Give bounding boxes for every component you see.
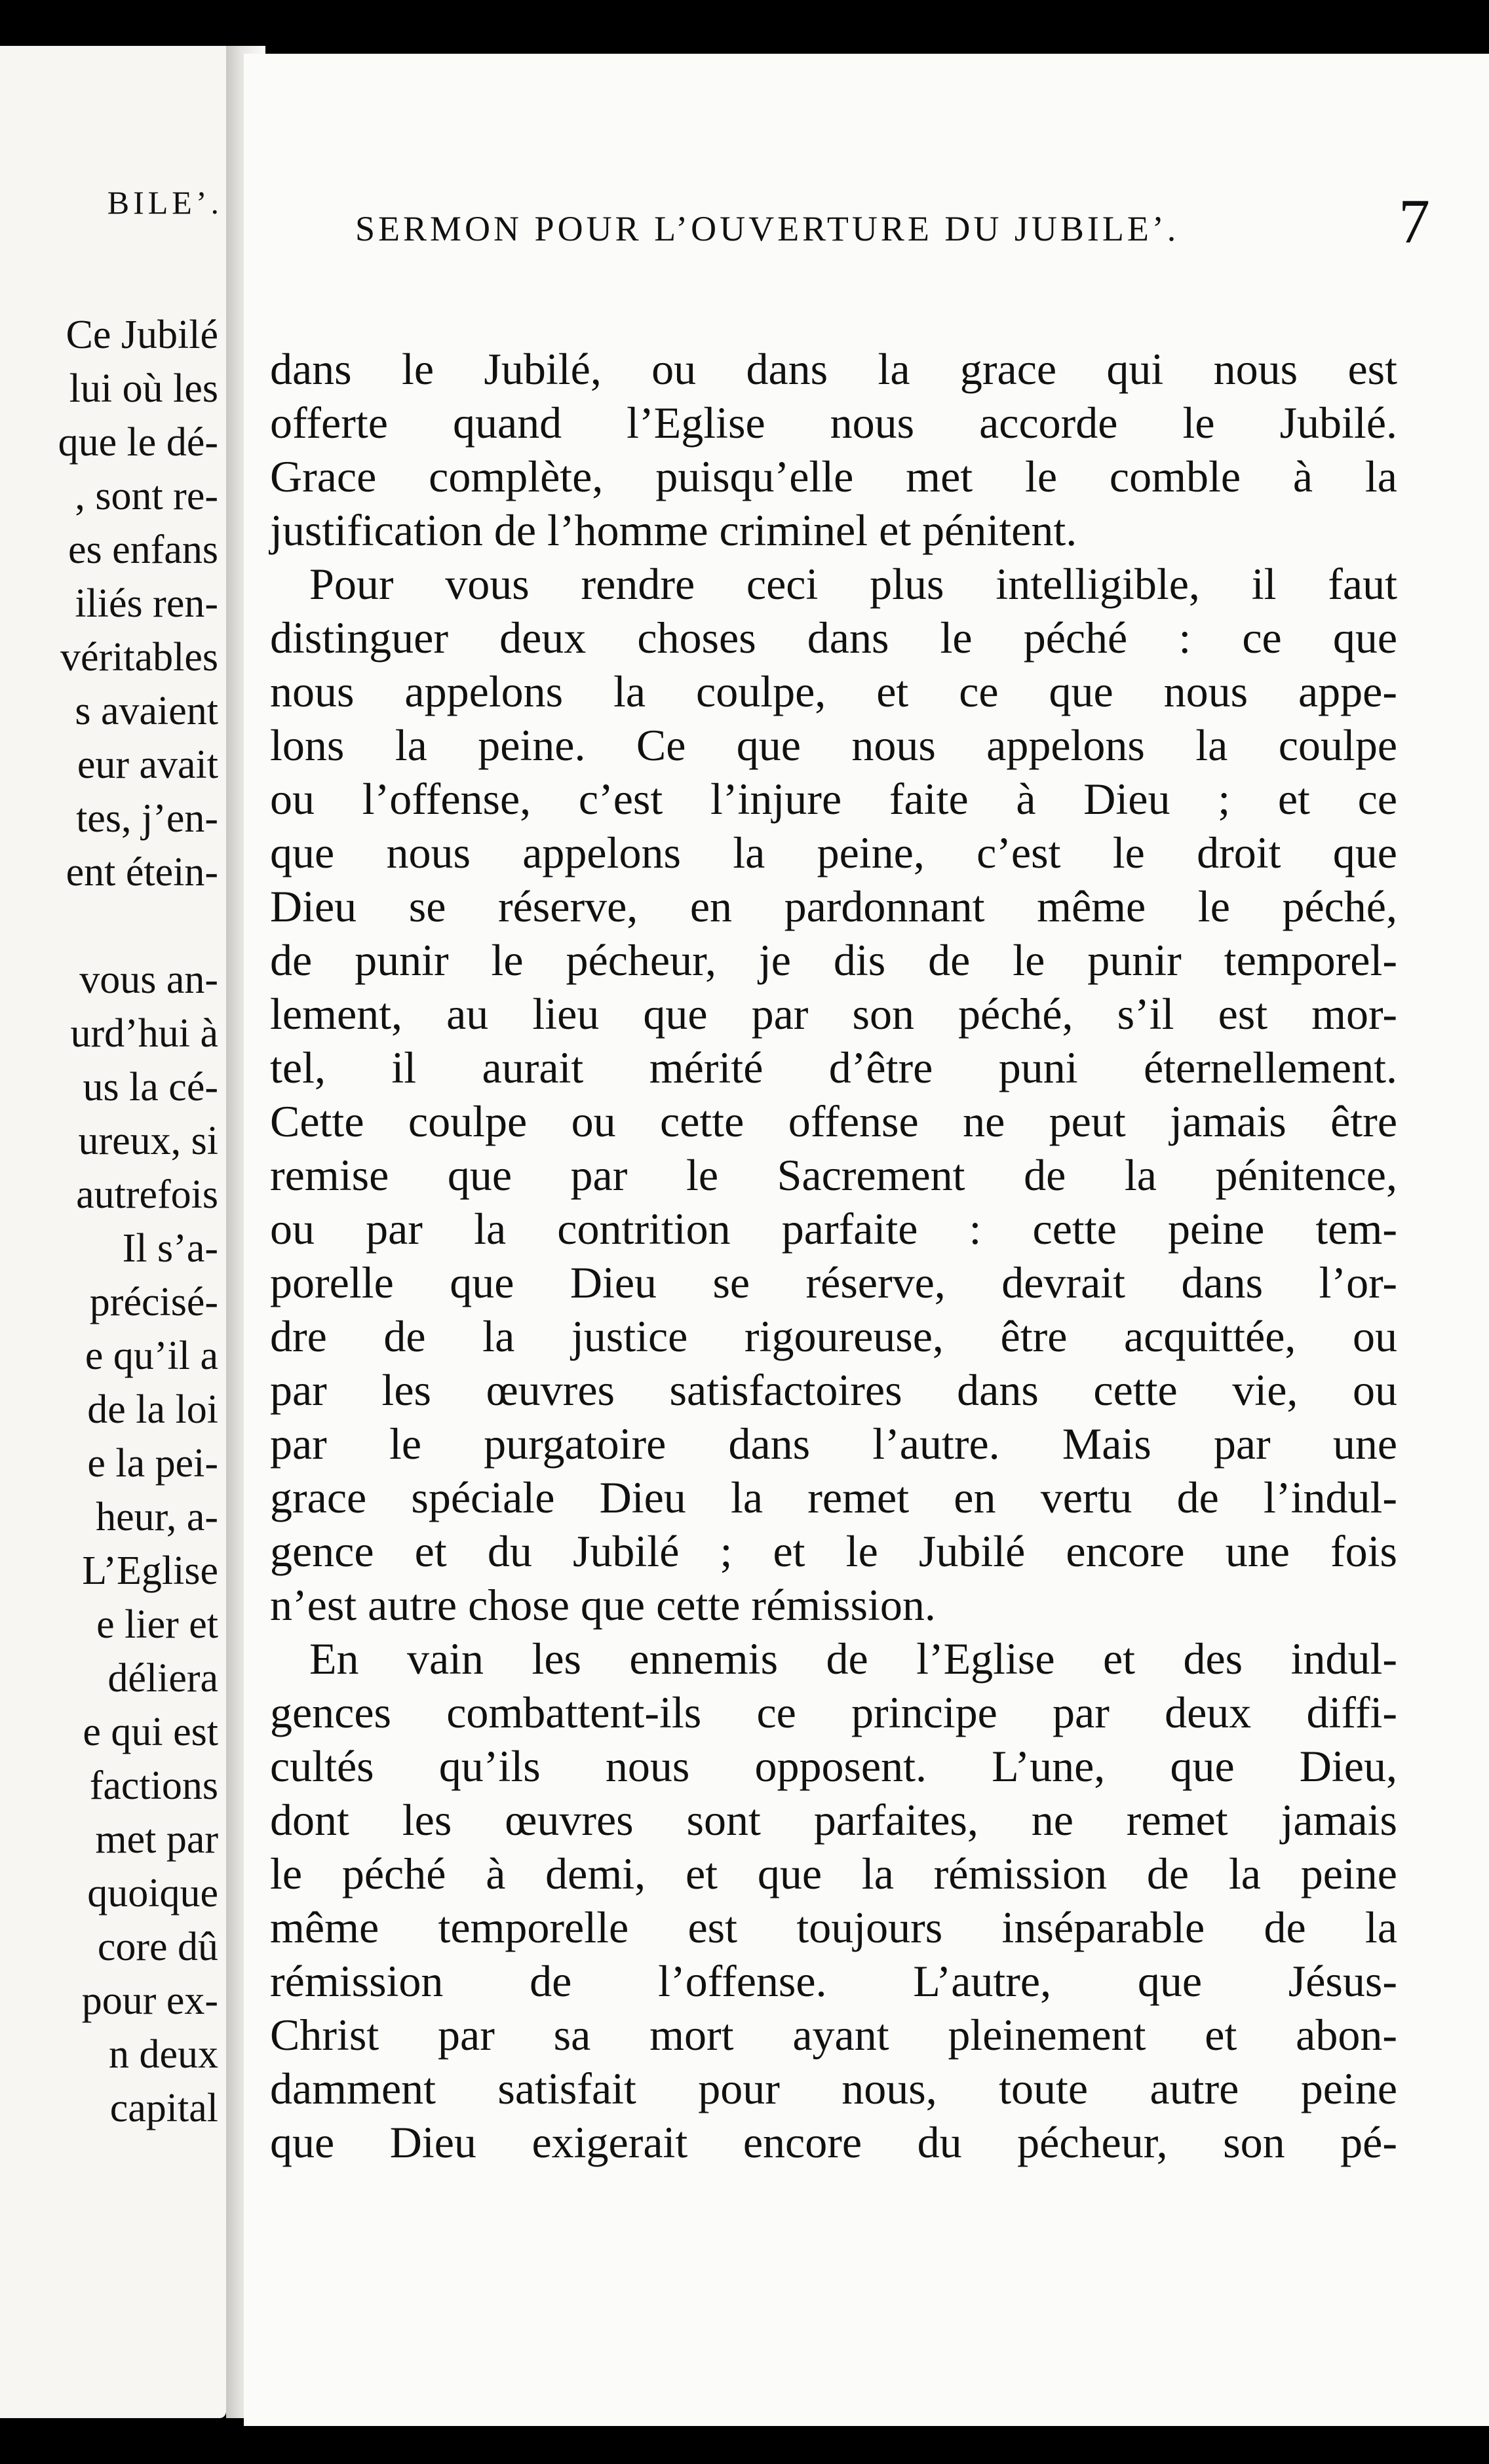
text-line: gences combattent-ils ce principe par deux diffi- bbox=[270, 1687, 1397, 1737]
previous-page-line: urd’hui à bbox=[70, 1011, 218, 1056]
text-line: dans le Jubilé, ou dans la grace qui nous est bbox=[270, 344, 1397, 394]
text-line: justification de l’homme criminel et pénitent. bbox=[270, 505, 1077, 555]
previous-page-line: heur, a- bbox=[96, 1495, 218, 1539]
page-body-text bbox=[270, 342, 1397, 2169]
text-line: Dieu se réserve, en pardonnant même le péché, bbox=[270, 881, 1397, 931]
previous-page-line: que le dé- bbox=[58, 420, 218, 465]
running-head bbox=[355, 185, 1443, 263]
text-line: damment satisfait pour nous, toute autre peine bbox=[270, 2064, 1397, 2113]
previous-page-line: e qu’il a bbox=[85, 1334, 218, 1378]
text-line: gence et du Jubilé ; et le Jubilé encore une fois bbox=[270, 1526, 1397, 1576]
previous-page-line: ureux, si bbox=[78, 1119, 218, 1163]
previous-page-line: autrefois bbox=[76, 1172, 218, 1217]
previous-page-fragment bbox=[0, 46, 226, 2418]
text-line: cultés qu’ils nous opposent. L’une, que Dieu, bbox=[270, 1741, 1397, 1791]
text-line: dre de la justice rigoureuse, être acquittée, ou bbox=[270, 1311, 1397, 1361]
previous-page-line: n deux bbox=[108, 2032, 218, 2077]
previous-page-line: de la loi bbox=[87, 1387, 218, 1432]
page-number: 7 bbox=[1399, 186, 1430, 256]
previous-page-line: lui où les bbox=[69, 366, 218, 411]
previous-page-line: eur avait bbox=[77, 742, 218, 787]
previous-page-line: core dû bbox=[97, 1925, 218, 1969]
running-head-title: SERMON POUR L’OUVERTURE DU JUBILE’. bbox=[355, 209, 1180, 248]
previous-page-running-head: BILE’. bbox=[107, 184, 223, 221]
text-line: dont les œuvres sont parfaites, ne remet jamais bbox=[270, 1795, 1397, 1845]
text-line: par les œuvres satisfactoires dans cette vie, ou bbox=[270, 1365, 1397, 1415]
text-line: par le purgatoire dans l’autre. Mais par une bbox=[270, 1419, 1397, 1469]
previous-page-line: e lier et bbox=[96, 1602, 218, 1647]
previous-page-line: Il s’a- bbox=[122, 1226, 218, 1271]
previous-page-line: , sont re- bbox=[75, 474, 218, 518]
previous-page-text bbox=[0, 308, 218, 2135]
text-line: Grace complète, puisqu’elle met le comble à la bbox=[270, 452, 1397, 501]
previous-page-line: factions bbox=[89, 1763, 218, 1808]
text-line: Cette coulpe ou cette offense ne peut jamais être bbox=[270, 1096, 1397, 1146]
previous-page-line: met par bbox=[95, 1817, 218, 1862]
text-line: Christ par sa mort ayant pleinement et abon- bbox=[270, 2010, 1397, 2060]
text-line: rémission de l’offense. L’autre, que Jésus- bbox=[270, 1956, 1397, 2006]
text-line: porelle que Dieu se réserve, devrait dans l’or- bbox=[270, 1258, 1397, 1307]
previous-page-line: véritables bbox=[60, 635, 218, 680]
previous-page-line: iliés ren- bbox=[75, 581, 218, 626]
previous-page-line: déliera bbox=[107, 1656, 218, 1701]
text-line: Pour vous rendre ceci plus intelligible, il faut bbox=[309, 559, 1397, 609]
text-line: n’est autre chose que cette rémission. bbox=[270, 1580, 936, 1630]
previous-page-line: Ce Jubilé bbox=[66, 313, 218, 357]
text-line: lement, au lieu que par son péché, s’il est mor- bbox=[270, 989, 1397, 1039]
text-line: que Dieu exigerait encore du pécheur, son pé- bbox=[270, 2117, 1397, 2167]
text-line: que nous appelons la peine, c’est le droit que bbox=[270, 828, 1397, 877]
text-line: le péché à demi, et que la rémission de la peine bbox=[270, 1849, 1397, 1898]
previous-page-line: us la cé- bbox=[83, 1065, 218, 1109]
previous-page-line: quoique bbox=[87, 1871, 218, 1915]
text-line: offerte quand l’Eglise nous accorde le Jubilé. bbox=[270, 398, 1397, 448]
text-line: ou l’offense, c’est l’injure faite à Dieu ; et ce bbox=[270, 774, 1397, 824]
text-line: nous appelons la coulpe, et ce que nous appe- bbox=[270, 666, 1397, 716]
text-line: ou par la contrition parfaite : cette peine tem- bbox=[270, 1204, 1397, 1254]
previous-page-line: L’Eglise bbox=[82, 1549, 218, 1593]
text-line: remise que par le Sacrement de la pénitence, bbox=[270, 1150, 1397, 1200]
current-page bbox=[244, 54, 1489, 2426]
text-line: grace spéciale Dieu la remet en vertu de l’indul- bbox=[270, 1473, 1397, 1522]
previous-page-line: vous an- bbox=[79, 957, 218, 1002]
previous-page-line: s avaient bbox=[75, 689, 218, 733]
text-line: En vain les ennemis de l’Eglise et des indul- bbox=[309, 1634, 1397, 1684]
text-line: tel, il aurait mérité d’être puni éternellement. bbox=[270, 1043, 1397, 1092]
previous-page-line: précisé- bbox=[89, 1280, 218, 1324]
previous-page-line: tes, j’en- bbox=[76, 796, 218, 841]
previous-page-line bbox=[0, 899, 218, 953]
previous-page-line: e qui est bbox=[83, 1710, 218, 1754]
text-line: distinguer deux choses dans le péché : ce que bbox=[270, 613, 1397, 663]
text-line: même temporelle est toujours inséparable de la bbox=[270, 1902, 1397, 1952]
previous-page-line: es enfans bbox=[68, 528, 218, 572]
previous-page-line: pour ex- bbox=[81, 1978, 218, 2023]
previous-page-line: capital bbox=[109, 2086, 218, 2130]
previous-page-line: e la pei- bbox=[87, 1441, 218, 1486]
text-line: de punir le pécheur, je dis de le punir temporel- bbox=[270, 935, 1397, 985]
text-line: lons la peine. Ce que nous appelons la coulpe bbox=[270, 720, 1397, 770]
previous-page-line: ent étein- bbox=[66, 850, 218, 895]
